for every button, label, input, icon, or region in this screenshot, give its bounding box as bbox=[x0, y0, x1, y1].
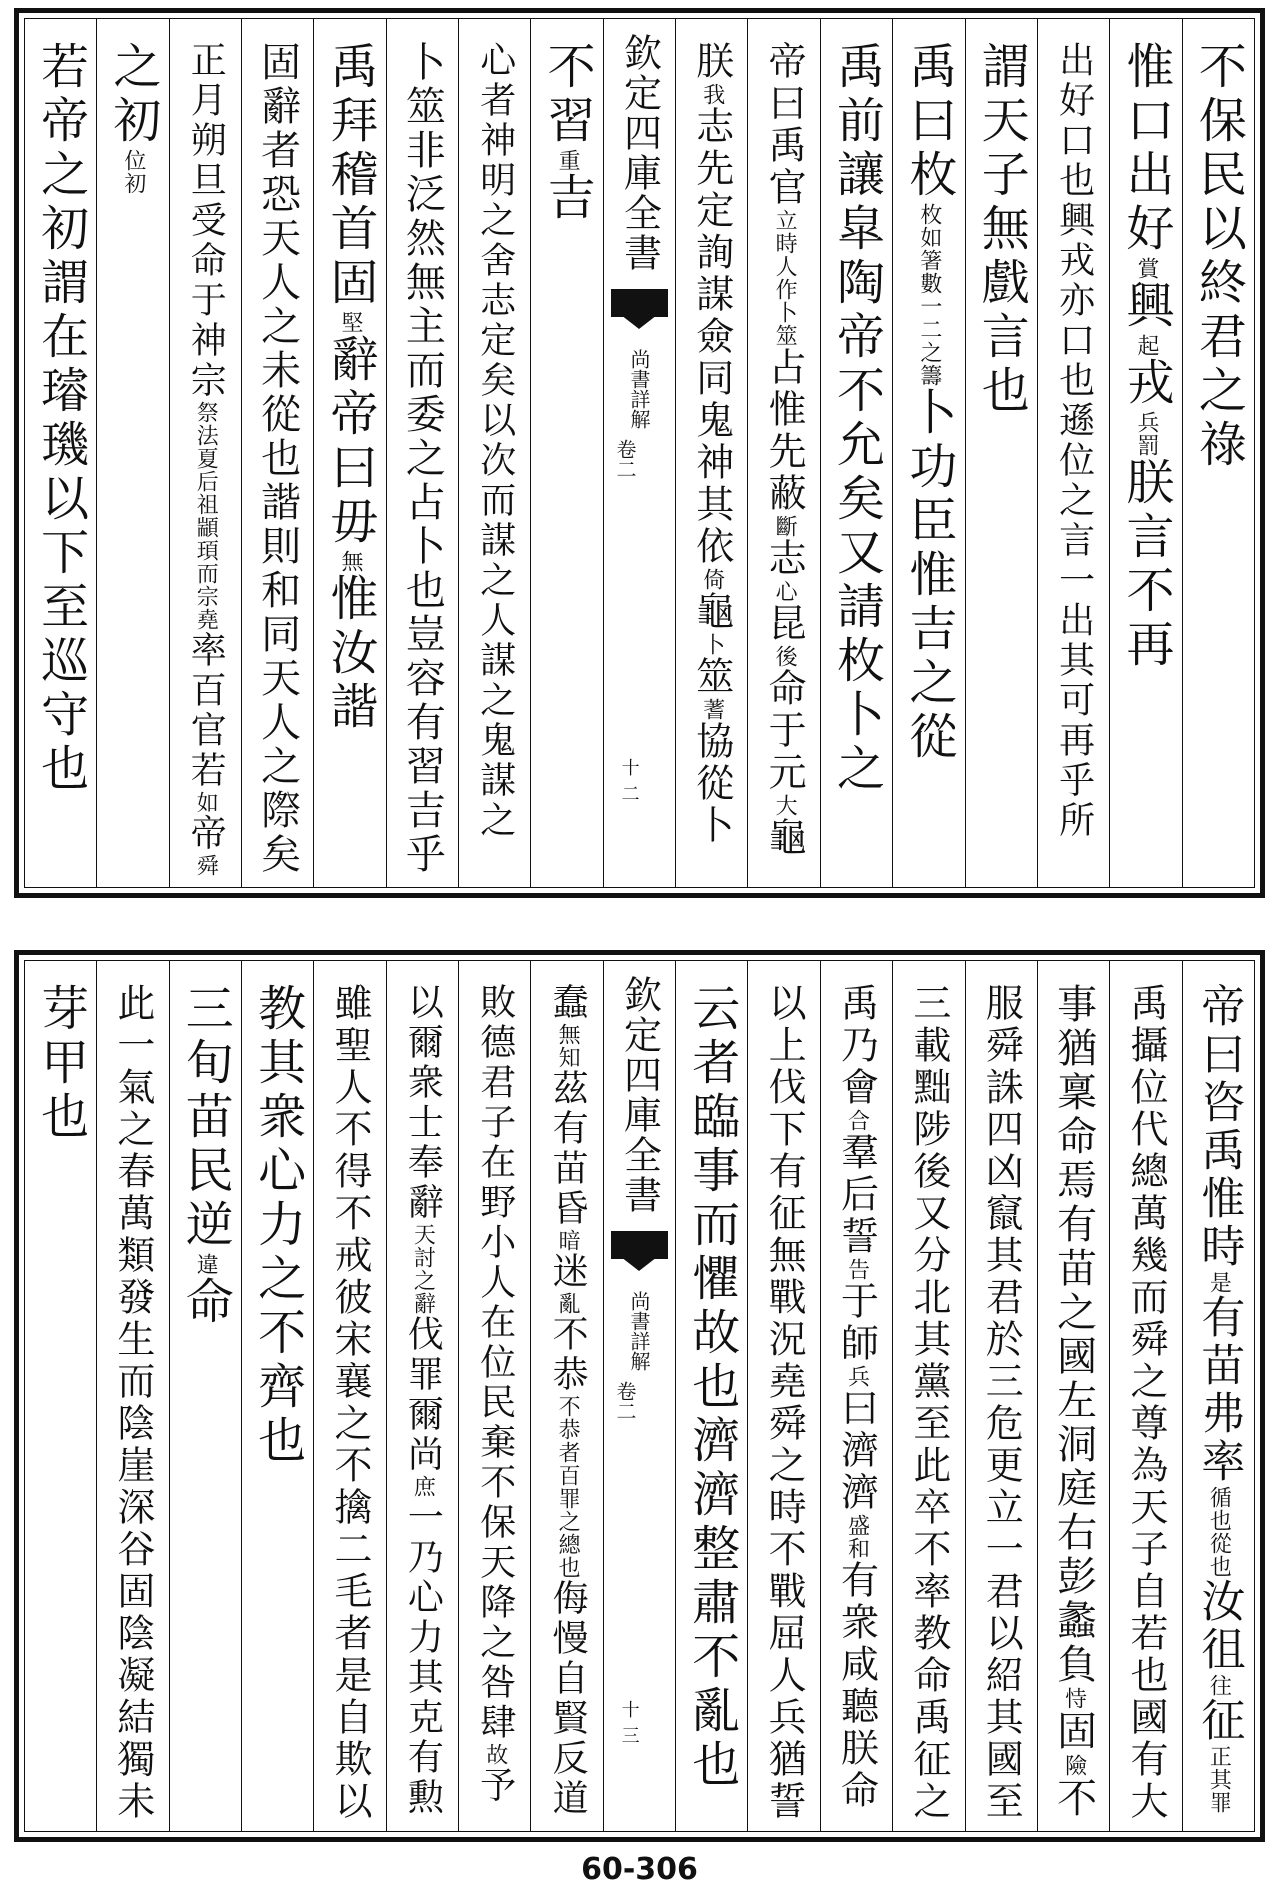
text-column bbox=[1109, 961, 1181, 1831]
main-text: 率百官若 bbox=[185, 631, 227, 791]
annotation-text: 不恭者百罪之總也 bbox=[555, 1395, 581, 1579]
main-text: 吉 bbox=[539, 172, 596, 226]
main-text: 卜功臣惟吉之從 bbox=[900, 387, 957, 765]
column-text bbox=[1050, 983, 1097, 1821]
annotation-text: 故 bbox=[482, 1743, 508, 1766]
annotation-text: 大 bbox=[772, 794, 798, 817]
annotation-text: 我 bbox=[699, 83, 725, 106]
page-number: 60-306 bbox=[581, 1852, 698, 1887]
text-column bbox=[892, 19, 964, 887]
column-text bbox=[474, 983, 516, 1806]
column-text bbox=[834, 983, 879, 1812]
main-text: 禹乃會 bbox=[834, 983, 879, 1109]
main-text: 服舜誅四凶竄其君於三危更立一君以紹其國至 bbox=[979, 983, 1024, 1823]
main-text: 此一氣之春萬類發生而陰崖深谷固陰凝結獨未 bbox=[110, 983, 155, 1823]
bottom-page bbox=[14, 950, 1265, 1842]
column-text bbox=[762, 41, 807, 859]
main-text: 茲有苗昏 bbox=[547, 1069, 589, 1229]
main-text: 朕 bbox=[689, 41, 734, 83]
fold-book-title: 尚書詳解 bbox=[626, 349, 651, 429]
annotation-text: 庶 bbox=[410, 1475, 436, 1498]
fold-title: 欽定四庫全書 bbox=[617, 33, 662, 273]
main-text: 筮 bbox=[689, 656, 734, 698]
annotation-text: 循也從也 bbox=[1206, 1486, 1232, 1578]
text-column bbox=[1109, 19, 1181, 887]
column-text bbox=[474, 41, 516, 841]
column-text bbox=[547, 983, 589, 1819]
annotation-text: 重 bbox=[555, 149, 581, 172]
fold-fishtail-mark bbox=[611, 1231, 668, 1259]
text-column bbox=[386, 19, 458, 887]
annotation-text: 盛和 bbox=[844, 1514, 870, 1560]
main-text: 伐罪爾尚 bbox=[402, 1315, 444, 1475]
annotation-text: 兵 bbox=[844, 1365, 870, 1388]
text-column bbox=[25, 19, 96, 887]
text-column bbox=[169, 961, 241, 1831]
annotation-text: 祭法夏后祖顓頊而宗堯 bbox=[193, 401, 219, 631]
annotation-text: 起 bbox=[1133, 334, 1159, 357]
annotation-text: 天討之辭 bbox=[410, 1223, 436, 1315]
text-column bbox=[313, 19, 385, 887]
annotation-text: 舜 bbox=[193, 854, 219, 877]
bottom-page-frame bbox=[24, 960, 1255, 1832]
main-text: 曰濟濟 bbox=[834, 1388, 879, 1514]
column-text bbox=[254, 41, 301, 877]
main-text: 謂天子無戲言也 bbox=[973, 41, 1030, 419]
fold-column bbox=[603, 961, 675, 1831]
main-text: 志先定詢謀僉同鬼神其依 bbox=[689, 106, 734, 568]
column-text bbox=[1190, 41, 1247, 473]
annotation-text: 恃 bbox=[1061, 1687, 1087, 1710]
fold-leaf-number: 十二 bbox=[621, 758, 640, 805]
main-text: 帝 bbox=[185, 814, 227, 854]
annotation-text: 倚 bbox=[699, 568, 725, 591]
column-text bbox=[110, 983, 155, 1823]
text-column bbox=[25, 961, 96, 1831]
text-column bbox=[675, 961, 747, 1831]
annotation-text: 賞 bbox=[1133, 257, 1159, 280]
annotation-text: 無 bbox=[338, 550, 363, 573]
column-text bbox=[973, 41, 1030, 419]
main-text: 惟口出好 bbox=[1117, 41, 1174, 257]
annotation-text: 是 bbox=[1206, 1271, 1232, 1294]
column-text bbox=[900, 41, 957, 765]
annotation-text: 斷 bbox=[772, 515, 798, 538]
annotation-text: 亂 bbox=[555, 1292, 581, 1315]
text-column bbox=[530, 19, 602, 887]
text-column bbox=[241, 19, 313, 887]
text-column bbox=[747, 961, 819, 1831]
column-text bbox=[32, 41, 89, 797]
fold-volume: 卷二 bbox=[612, 1381, 637, 1421]
main-text: 昆 bbox=[762, 603, 807, 645]
main-text: 雖聖人不得不戒彼宋襄之不擒二毛者是自欺以 bbox=[328, 983, 372, 1823]
main-text: 之初 bbox=[104, 41, 161, 149]
column-text bbox=[185, 41, 227, 877]
text-column bbox=[1182, 961, 1254, 1831]
main-text: 禹前讓皐陶帝不允矣又請枚卜之 bbox=[828, 41, 885, 797]
main-text: 固辭者恐天人之未從也諧則和同天人之際矣 bbox=[254, 41, 301, 877]
column-text bbox=[906, 983, 951, 1823]
main-text: 心者神明之舍志定矣以次而謀之人謀之鬼謀之 bbox=[474, 41, 516, 841]
annotation-text: 後 bbox=[772, 645, 798, 668]
annotation-text: 蓍 bbox=[699, 698, 725, 721]
text-column bbox=[1037, 961, 1109, 1831]
main-text: 朕言不再 bbox=[1117, 457, 1174, 673]
annotation-text: 無知 bbox=[555, 1023, 581, 1069]
main-text: 云者臨事而懼故也濟濟整肅不亂也 bbox=[683, 983, 740, 1793]
main-text: 命于元 bbox=[762, 668, 807, 794]
main-text: 三旬苗民逆 bbox=[177, 983, 234, 1253]
annotation-text: 兵罰 bbox=[1133, 411, 1159, 457]
fold-fishtail-mark bbox=[611, 289, 668, 317]
main-text: 不恭 bbox=[547, 1315, 589, 1395]
column-text bbox=[689, 41, 734, 847]
column-text bbox=[322, 41, 378, 735]
main-text: 興 bbox=[1117, 280, 1174, 334]
main-text: 敗德君子在野小人在位民棄不保天降之咎肆 bbox=[474, 983, 516, 1743]
main-text: 占惟先蔽 bbox=[762, 347, 807, 515]
fold-volume: 卷二 bbox=[612, 439, 637, 479]
annotation-text: 堅 bbox=[338, 311, 363, 334]
main-text: 事猶稟命焉有苗之國左洞庭右彭蠡負 bbox=[1050, 983, 1097, 1687]
main-text: 固 bbox=[1050, 1710, 1097, 1754]
column-text bbox=[539, 41, 596, 226]
column-text bbox=[1117, 41, 1174, 673]
top-page bbox=[14, 8, 1265, 898]
text-column bbox=[169, 19, 241, 887]
text-column bbox=[96, 961, 168, 1831]
annotation-text: 險 bbox=[1061, 1754, 1087, 1777]
text-column bbox=[313, 961, 385, 1831]
column-text bbox=[979, 983, 1024, 1823]
main-text: 命 bbox=[177, 1276, 234, 1330]
main-text: 卜筮非泛然無主而委之占卜也豈容有習吉乎 bbox=[399, 41, 446, 877]
main-text: 蠢 bbox=[547, 983, 589, 1023]
top-page-frame bbox=[24, 18, 1255, 888]
column-text bbox=[1193, 983, 1245, 1814]
main-text: 于師 bbox=[834, 1281, 879, 1365]
main-text: 羣后誓 bbox=[834, 1132, 879, 1258]
main-text: 惟汝諧 bbox=[322, 573, 378, 735]
main-text: 若帝之初謂在璿璣以下至巡守也 bbox=[32, 41, 89, 797]
bottom-columns bbox=[25, 961, 1254, 1831]
column-text bbox=[177, 983, 234, 1330]
annotation-text: 位初 bbox=[120, 149, 146, 195]
main-text: 帝曰咨禹惟時 bbox=[1193, 983, 1245, 1271]
column-text bbox=[1123, 983, 1168, 1823]
text-column bbox=[241, 961, 313, 1831]
main-text: 辭帝曰毋 bbox=[322, 334, 378, 550]
main-text: 禹拜稽首固 bbox=[322, 41, 378, 311]
annotation-text: 暗 bbox=[555, 1229, 581, 1252]
column-text bbox=[399, 41, 446, 877]
fold-title: 欽定四庫全書 bbox=[617, 975, 662, 1215]
main-text: 征 bbox=[1193, 1697, 1245, 1745]
main-text: 予 bbox=[474, 1766, 516, 1806]
text-column bbox=[530, 961, 602, 1831]
main-text: 迷 bbox=[547, 1252, 589, 1292]
main-text: 不保民以終君之祿 bbox=[1190, 41, 1247, 473]
column-text bbox=[828, 41, 885, 797]
fold-leaf-number: 十三 bbox=[621, 1700, 640, 1747]
column-text bbox=[249, 983, 306, 1469]
annotation-text: 卜 bbox=[699, 633, 725, 656]
main-text: 三載黜陟後又分北其黨至此卒不率教命禹征之 bbox=[906, 983, 951, 1823]
column-text bbox=[762, 983, 807, 1823]
main-text: 禹攝位代總萬幾而舜之尊為天子自若也國有大 bbox=[1123, 983, 1168, 1823]
text-column bbox=[892, 961, 964, 1831]
annotation-text: 如 bbox=[193, 791, 219, 814]
text-column bbox=[820, 961, 892, 1831]
annotation-text: 心 bbox=[772, 580, 798, 603]
text-column bbox=[675, 19, 747, 887]
main-text: 志 bbox=[762, 538, 807, 580]
annotation-text: 往 bbox=[1206, 1674, 1232, 1697]
top-columns bbox=[25, 19, 1254, 887]
text-column bbox=[965, 19, 1037, 887]
text-column bbox=[1182, 19, 1254, 887]
main-text: 戎 bbox=[1117, 357, 1174, 411]
column-text bbox=[402, 983, 444, 1818]
main-text: 以爾衆士奉辭 bbox=[402, 983, 444, 1223]
fold-column bbox=[603, 19, 675, 887]
text-column bbox=[96, 19, 168, 887]
main-text: 汝徂 bbox=[1193, 1578, 1245, 1674]
main-text: 協從卜 bbox=[689, 721, 734, 847]
text-column bbox=[965, 961, 1037, 1831]
main-text: 教其衆心力之不齊也 bbox=[249, 983, 306, 1469]
text-column bbox=[458, 19, 530, 887]
column-text bbox=[683, 983, 740, 1793]
main-text: 以上伐下有征無戰況堯舜之時不戰屈人兵猶誓 bbox=[762, 983, 807, 1823]
main-text: 龜 bbox=[689, 591, 734, 633]
column-text bbox=[32, 983, 89, 1145]
text-column bbox=[1037, 19, 1109, 887]
fold-book-title: 尚書詳解 bbox=[626, 1291, 651, 1371]
text-column bbox=[747, 19, 819, 887]
text-column bbox=[386, 961, 458, 1831]
main-text: 侮慢自賢反道 bbox=[547, 1579, 589, 1819]
main-text: 龜 bbox=[762, 817, 807, 859]
main-text: 出好口也興戎亦口也遜位之言一出其可再乎所 bbox=[1053, 41, 1095, 841]
main-text: 正月朔旦受命于神宗 bbox=[185, 41, 227, 401]
annotation-text: 枚如箸數一二之籌 bbox=[916, 203, 942, 387]
annotation-text: 立時人作卜筮 bbox=[772, 209, 798, 347]
annotation-text: 違 bbox=[193, 1253, 219, 1276]
main-text: 有衆咸聽朕命 bbox=[834, 1560, 879, 1812]
main-text: 一乃心力其克有勲 bbox=[402, 1498, 444, 1818]
column-text bbox=[104, 41, 161, 195]
annotation-text: 告 bbox=[844, 1258, 870, 1281]
main-text: 不 bbox=[1050, 1777, 1097, 1821]
annotation-text: 正其罪 bbox=[1206, 1745, 1232, 1814]
column-text bbox=[328, 983, 372, 1823]
text-column bbox=[820, 19, 892, 887]
main-text: 芽甲也 bbox=[32, 983, 89, 1145]
main-text: 禹曰枚 bbox=[900, 41, 957, 203]
column-text bbox=[1053, 41, 1095, 841]
main-text: 不習 bbox=[539, 41, 596, 149]
main-text: 有苗弗率 bbox=[1193, 1294, 1245, 1486]
text-column bbox=[458, 961, 530, 1831]
main-text: 帝曰禹官 bbox=[762, 41, 807, 209]
annotation-text: 合 bbox=[844, 1109, 870, 1132]
